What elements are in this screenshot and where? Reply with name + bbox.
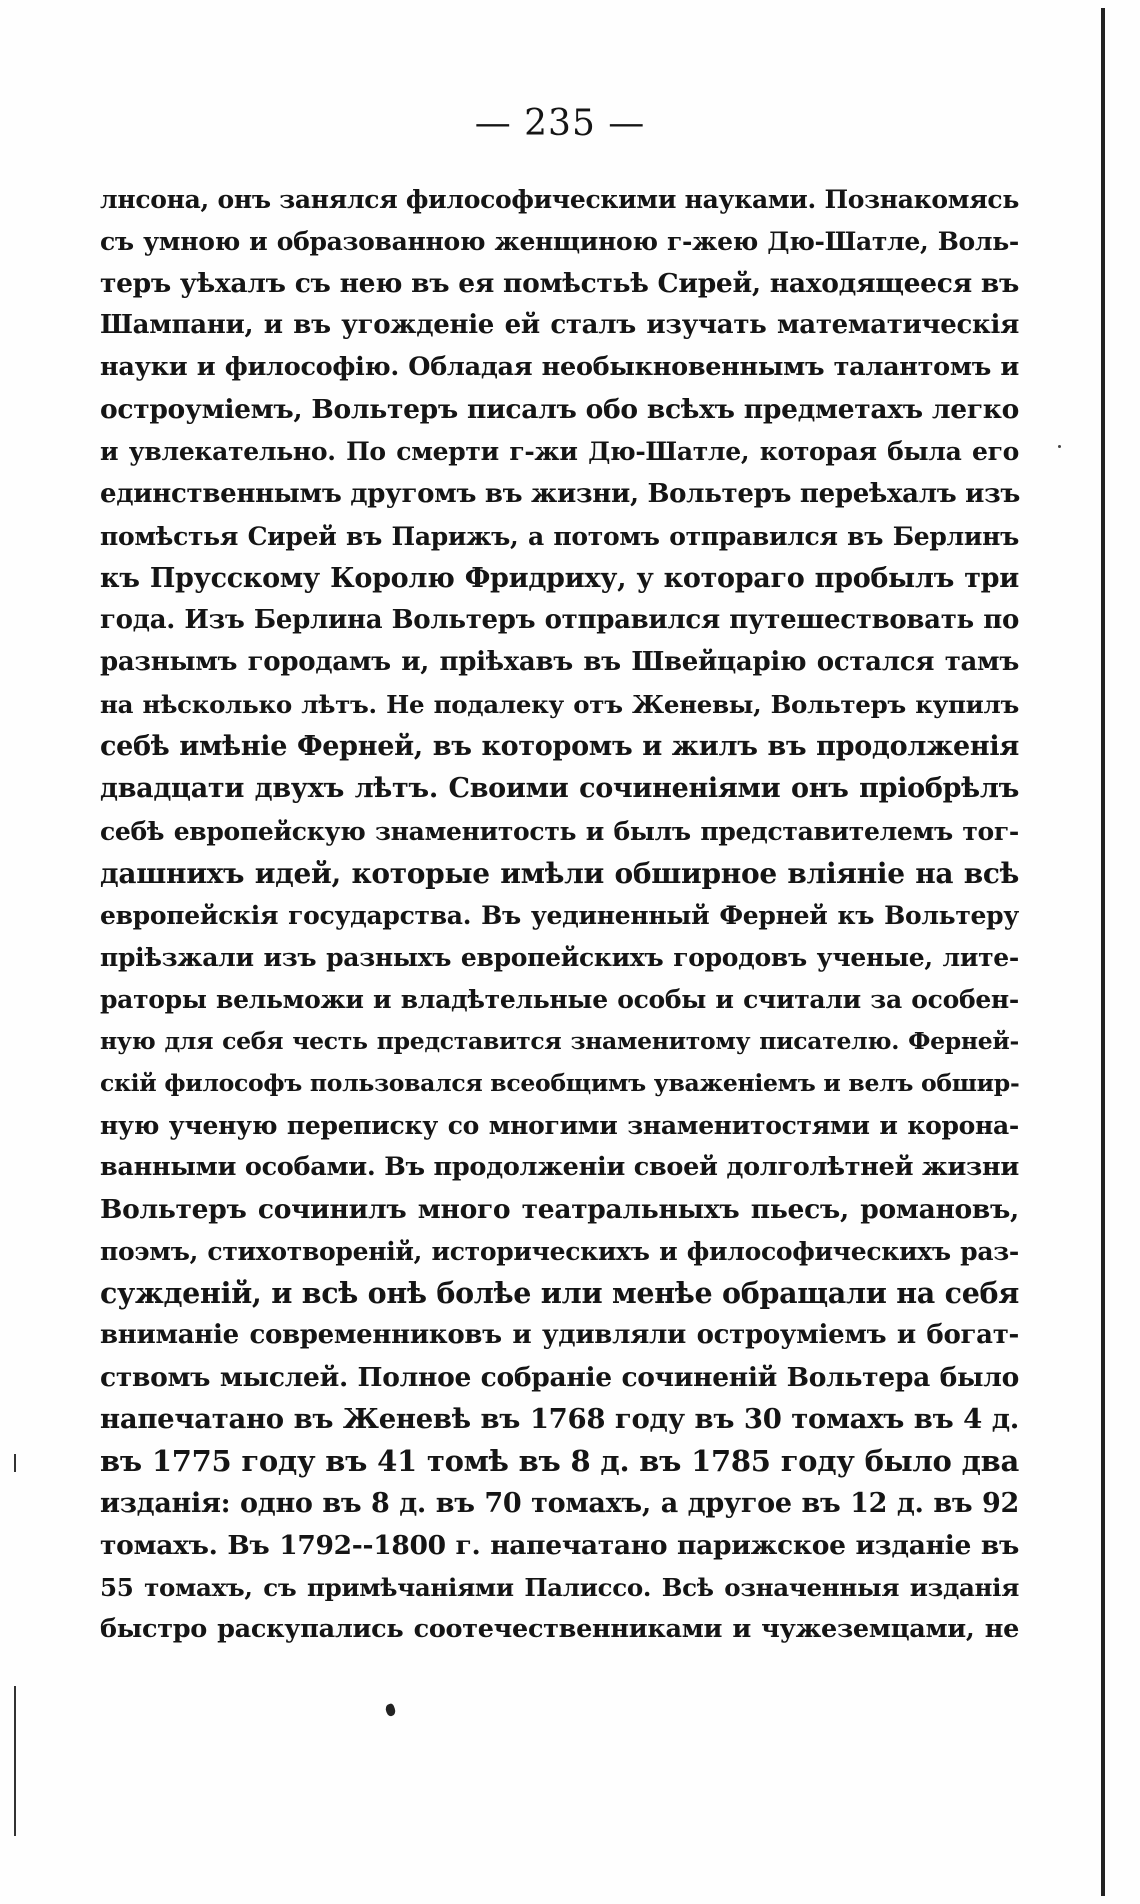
text-line: остроуміемъ, Вольтеръ писалъ обо всѣхъ предметахъ легко: [100, 394, 1019, 425]
text-line: двадцати двухъ лѣтъ. Своими сочиненіями онъ пріобрѣлъ: [100, 773, 1019, 804]
text-line: изданія: одно въ 8 д. въ 70 томахъ, а другое въ 12 д. въ 92: [100, 1488, 1019, 1519]
text-line: быстро раскупались соотечественниками и чужеземцами, не: [100, 1614, 1019, 1644]
text-line: себѣ европейскую знаменитость и былъ представителемъ тог-: [100, 817, 1019, 846]
text-line: съ умною и образованною женщиною г-жею Дю-Шатле, Воль-: [100, 227, 1019, 256]
text-line: на нѣсколько лѣтъ. Не подалеку отъ Женевы, Вольтеръ купилъ: [100, 690, 1019, 719]
text-line: ную для себя честь представится знаменитому писателю. Ферней-: [100, 1027, 1019, 1055]
text-line: европейскія государства. Въ уединенный Ферней къ Вольтеру: [100, 901, 1019, 930]
text-line: Шампани, и въ угожденіе ей сталъ изучать математическія: [100, 310, 1019, 340]
text-line: Вольтеръ сочинилъ много театральныхъ пьесъ, романовъ,: [100, 1194, 1019, 1225]
text-line: разнымъ городамъ и, пріѣхавъ въ Швейцарію остался тамъ: [100, 647, 1019, 677]
text-line: къ Прусскому Королю Фридриху, у котораго пробылъ три: [100, 563, 1019, 594]
text-line: раторы вельможи и владѣтельные особы и считали за особен-: [100, 985, 1019, 1014]
text-line: поэмъ, стихотвореній, историческихъ и философическихъ раз-: [100, 1237, 1019, 1266]
text-line: года. Изъ Берлина Вольтеръ отправился путешествовать по: [100, 605, 1019, 635]
text-line: единственнымъ другомъ въ жизни, Вольтеръ переѣхалъ изъ: [100, 479, 1021, 509]
text-line: 55 томахъ, съ примѣчаніями Палиссо. Всѣ означенныя изданія: [100, 1573, 1019, 1602]
text-line: вниманіе современниковъ и удивляли остроуміемъ и богат-: [100, 1320, 1019, 1350]
text-line: въ 1775 году въ 41 томѣ въ 8 д. въ 1785 году было два: [100, 1444, 1019, 1478]
text-line: себѣ имѣніе Ферней, въ которомъ и жилъ въ продолженія: [100, 731, 1019, 762]
text-line: скій философъ пользовался всеобщимъ уваженіемъ и велъ обшир-: [100, 1069, 1020, 1097]
text-line: томахъ. Въ 1792--1800 г. напечатано парижское изданіе въ: [100, 1530, 1019, 1561]
text-line: ванными особами. Въ продолженіи своей долголѣтней жизни: [100, 1152, 1019, 1182]
text-line: напечатано въ Женевѣ въ 1768 году въ 30 томахъ въ 4 д.: [100, 1403, 1019, 1435]
page-number: — 235 —: [474, 103, 646, 144]
text-line: науки и философію. Обладая необыкновеннымъ талантомъ и: [100, 352, 1019, 382]
text-line: лнсона, онъ занялся философическими науками. Познакомясь: [100, 185, 1019, 214]
text-line: ствомъ мыслей. Полное собраніе сочиненій Вольтера было: [100, 1362, 1019, 1393]
text-line: теръ уѣхалъ съ нею въ ея помѣстьѣ Сирей, находящееся въ: [100, 268, 1019, 299]
text-line: сужденій, и всѣ онѣ болѣе или менѣе обращали на себя: [100, 1276, 1019, 1310]
text-line: и увлекательно. По смерти г-жи Дю-Шатле, которая была его: [100, 437, 1019, 466]
text-line: ную ученую переписку со многими знаменитостями и корона-: [100, 1111, 1019, 1140]
text-line: пріѣзжали изъ разныхъ европейскихъ городовъ ученые, лите-: [100, 943, 1019, 972]
text-line: дашнихъ идей, которые имѣли обширное вліяніе на всѣ: [100, 857, 1019, 890]
text-line: помѣстья Сирей въ Парижъ, а потомъ отправился въ Берлинъ: [100, 522, 1019, 551]
